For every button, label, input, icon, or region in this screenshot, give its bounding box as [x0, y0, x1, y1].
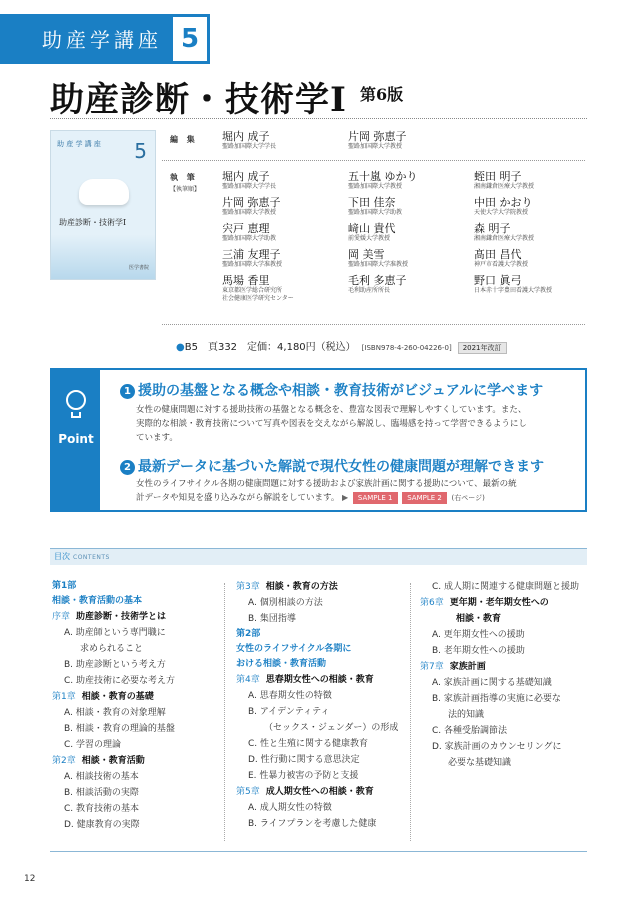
author-name: 蛭田 明子 [474, 170, 522, 183]
toc-section: D. 家族計画のカウンセリングに [432, 742, 562, 752]
author-entry [348, 196, 402, 217]
revised-badge: 2021年改訂 [458, 342, 507, 354]
toc-section-continued: 求められること [80, 644, 144, 654]
point-heading-1: 1 援助の基盤となる概念や相談・教育技術がビジュアルに学べます [120, 380, 543, 400]
author-entry [222, 248, 282, 269]
point-box [50, 368, 587, 512]
author-name: 下田 佳奈 [348, 196, 396, 209]
editor-name: 片岡 弥恵子 [348, 130, 407, 143]
author-name: 森 明子 [474, 222, 511, 235]
cover-series-label: 助 産 学 講 座 [57, 140, 101, 148]
author-affiliation: 聖路加国際大学助教 [348, 209, 403, 216]
author-affiliation: 前愛媛大学教授 [348, 235, 391, 242]
author-name: 五十嵐 ゆかり [348, 170, 418, 183]
info-bullet: ● [176, 342, 185, 353]
author-entry [348, 222, 396, 243]
series-number: 5 [170, 14, 210, 64]
toc-section: D. 健康教育の実際 [64, 820, 140, 830]
toc-header [50, 549, 587, 565]
author-entry [348, 170, 418, 191]
book-cover-image [50, 130, 156, 280]
toc-part-heading: 第2部 [236, 629, 261, 639]
toc-section: C. 性と生殖に関する健康教育 [248, 739, 369, 749]
author-entry [222, 196, 281, 217]
author-affiliation: 聖路加国際大学准教授 [222, 261, 283, 268]
toc-chapter-number: 第7章 [420, 662, 444, 672]
toc-section: A. 更年期女性への援助 [432, 630, 525, 640]
toc-chapter-title: 助産診断・技術学とは [76, 612, 167, 622]
toc-column-3 [420, 579, 579, 771]
toc-section: B. ライフプランを考慮した健康 [248, 819, 377, 829]
point-body-1: 女性の健康問題に対する援助技術の基盤となる概念を、豊富な図表で理解しやすくしています。また、 実際的な相談・教育技術について写真や図表を交えながら解説し、臨場感を持って学習できるようにし ています。 [136, 405, 527, 443]
book-info-line [176, 338, 507, 353]
cover-title: 助産診断・技術学Ⅰ [59, 218, 127, 227]
toc-section: D. 性行動に関する意思決定 [248, 755, 360, 765]
toc-chapter-number: 第3章 [236, 582, 260, 592]
toc-section-continued: （セックス・ジェンダー）の形成 [264, 723, 399, 733]
author-name: 岡 美雪 [348, 248, 385, 261]
author-name: 馬場 香里 [222, 274, 270, 287]
author-entry [348, 274, 407, 295]
isbn: [ISBN978-4-260-04226-0] [361, 344, 452, 352]
toc-section: E. 性暴力被害の予防と支援 [248, 771, 359, 781]
author-affiliation: 聖路加国際大学准教授 [348, 261, 409, 268]
author-affiliation: 聖路加国際大学学長 [222, 183, 277, 190]
toc-section: A. 相談・教育の対象理解 [64, 708, 166, 718]
toc-section: A. 相談技術の基本 [64, 772, 139, 782]
point-body-2: 女性のライフサイクル各期の健康問題に対する援助および家族計画に関する援助について、最新の統 計データや知見を盛り込みながら解説をしています。 ▶ SAMPLE 1 SAMPLE 2 (右ページ) [136, 479, 517, 503]
toc-chapter [52, 689, 175, 705]
toc-chapter [236, 672, 398, 688]
toc-chapter-title-continued: 相談・教育 [456, 614, 502, 624]
toc-chapter [52, 753, 175, 769]
editors-divider [162, 160, 585, 161]
toc-section: C. 学習の理論 [64, 740, 122, 750]
lightbulb-icon [66, 390, 86, 410]
toc-section: B. 相談活動の実際 [64, 788, 139, 798]
author-name: 片岡 弥恵子 [222, 196, 281, 209]
toc-section: C. 成人期に関連する健康問題と援助 [432, 582, 580, 592]
author-name: 毛利 多恵子 [348, 274, 407, 287]
title-divider [50, 118, 587, 119]
lightbulb-base-icon [71, 412, 81, 418]
authors-label: 執 筆 [170, 173, 198, 182]
toc-chapter-number: 第6章 [420, 598, 444, 608]
arrow-right-icon: ▶ [342, 493, 349, 502]
author-affiliation: 日本赤十字豊田看護大学教授 [474, 287, 553, 294]
author-affiliation: 毛利助産所所長 [348, 287, 391, 294]
toc-part-heading: おける相談・教育活動 [236, 659, 327, 669]
toc-chapter-number: 序章 [52, 612, 71, 622]
author-name: 堀内 成子 [222, 170, 270, 183]
author-entry [222, 222, 276, 243]
series-label: 助産学講座 [42, 28, 162, 52]
book-price-info: B5 頁332 定価：4,180円（税込） [184, 342, 356, 353]
toc-section: A. 成人期女性の特徴 [248, 803, 332, 813]
cover-publisher: 医学書院 [128, 265, 149, 271]
toc-section: B. 相談・教育の理論的基盤 [64, 724, 175, 734]
author-name: 﨑山 貴代 [348, 222, 396, 235]
author-affiliation: 天使大学大学院教授 [474, 209, 529, 216]
author-entry [222, 274, 294, 303]
author-name: 野口 眞弓 [474, 274, 522, 287]
point-heading-2: 2 最新データに基づいた解説で現代女性の健康問題が理解できます [120, 456, 544, 476]
author-affiliation: 湘南鎌倉医療大学教授 [474, 235, 535, 242]
author-affiliation: 湘南鎌倉医療大学教授 [474, 183, 535, 190]
toc-column-divider [410, 583, 411, 841]
point-label: Point [58, 432, 94, 446]
author-affiliation: 聖路加国際大学助教 [222, 235, 277, 242]
author-entry [348, 248, 408, 269]
toc-chapter-number: 第2章 [52, 756, 76, 766]
toc-chapter-number: 第4章 [236, 675, 260, 685]
toc-section: C. 各種受胎調節法 [432, 726, 508, 736]
toc-title-en: CONTENTS [73, 554, 110, 561]
baby-shoes-illustration [79, 179, 129, 205]
table-of-contents [50, 548, 587, 852]
author-entry [222, 170, 276, 191]
toc-chapter-title: 相談・教育活動 [81, 756, 145, 766]
toc-chapter [420, 595, 579, 611]
toc-chapter-title: 更年期・老年期女性への [449, 598, 549, 608]
toc-title: 目次 [54, 552, 70, 561]
toc-chapter-title: 相談・教育の方法 [265, 582, 338, 592]
point-number-1: 1 [120, 384, 135, 399]
author-entry [474, 222, 534, 243]
toc-section: C. 教育技術の基本 [64, 804, 140, 814]
toc-column-2 [236, 579, 398, 832]
toc-chapter-title: 相談・教育の基礎 [81, 692, 154, 702]
cover-number: 5 [134, 139, 147, 163]
author-entry [474, 248, 528, 269]
toc-section: A. 助産師という専門職に [64, 628, 166, 638]
author-entry [474, 274, 552, 295]
toc-chapter [236, 784, 398, 800]
author-name: 宍戸 恵理 [222, 222, 270, 235]
toc-chapter-number: 第1章 [52, 692, 76, 702]
toc-section: B. 集団指導 [248, 614, 296, 624]
page-number: 12 [24, 874, 36, 884]
author-entry [474, 196, 533, 217]
toc-chapter-title: 成人期女性への相談・教育 [265, 787, 374, 797]
toc-chapter [420, 659, 579, 675]
edition-label: 第6版 [360, 85, 404, 104]
toc-section: B. 家族計画指導の実施に必要な [432, 694, 561, 704]
toc-section: B. 老年期女性への援助 [432, 646, 525, 656]
toc-chapter-title: 思春期女性への相談・教育 [265, 675, 374, 685]
author-affiliation: 東京都医学総合研究所 [222, 287, 283, 294]
toc-section: B. 助産診断という考え方 [64, 660, 166, 670]
author-name: 三浦 友理子 [222, 248, 281, 261]
toc-chapter-title: 家族計画 [449, 662, 486, 672]
toc-section: C. 助産技術に必要な考え方 [64, 676, 176, 686]
toc-part-heading: 第1部 [52, 581, 77, 591]
author-name: 髙田 昌代 [474, 248, 522, 261]
author-name: 中田 かおり [474, 196, 533, 209]
editor-entry [348, 130, 407, 151]
editor-affiliation: 聖路加国際大学教授 [348, 143, 403, 150]
editors-label: 編 集 [170, 135, 198, 144]
toc-column-1 [52, 579, 175, 833]
editor-affiliation: 聖路加国際大学学長 [222, 143, 277, 150]
toc-section-continued: 法的知識 [448, 710, 485, 720]
toc-chapter [236, 579, 398, 595]
author-affiliation-2: 社会健康医学研究センター [222, 295, 294, 302]
authors-order-note: 【執筆順】 [170, 186, 201, 193]
author-affiliation: 聖路加国際大学教授 [222, 209, 277, 216]
sample-2-link[interactable]: SAMPLE 2 [402, 492, 447, 504]
toc-section-continued: 必要な基礎知識 [448, 758, 512, 768]
author-entry [474, 170, 534, 191]
editor-name: 堀内 成子 [222, 130, 270, 143]
point-number-2: 2 [120, 460, 135, 475]
editor-entry [222, 130, 276, 151]
toc-chapter [52, 609, 175, 625]
toc-chapter-number: 第5章 [236, 787, 260, 797]
toc-section: A. 家族計画に関する基礎知識 [432, 678, 552, 688]
toc-part-heading: 相談・教育活動の基本 [52, 596, 143, 606]
toc-column-divider [224, 583, 225, 841]
toc-part-heading: 女性のライフサイクル各期に [236, 644, 352, 654]
sample-1-link[interactable]: SAMPLE 1 [353, 492, 398, 504]
point-sidebar [52, 370, 100, 510]
book-title: 助産診断・技術学Ⅰ [50, 80, 347, 120]
author-affiliation: 神戸市看護大学教授 [474, 261, 529, 268]
toc-section: B. アイデンティティ [248, 707, 330, 717]
sample-page-note: (右ページ) [451, 494, 485, 502]
authors-divider [162, 324, 585, 325]
toc-section: A. 思春期女性の特徴 [248, 691, 332, 701]
author-affiliation: 聖路加国際大学教授 [348, 183, 403, 190]
toc-section: A. 個別相談の方法 [248, 598, 323, 608]
